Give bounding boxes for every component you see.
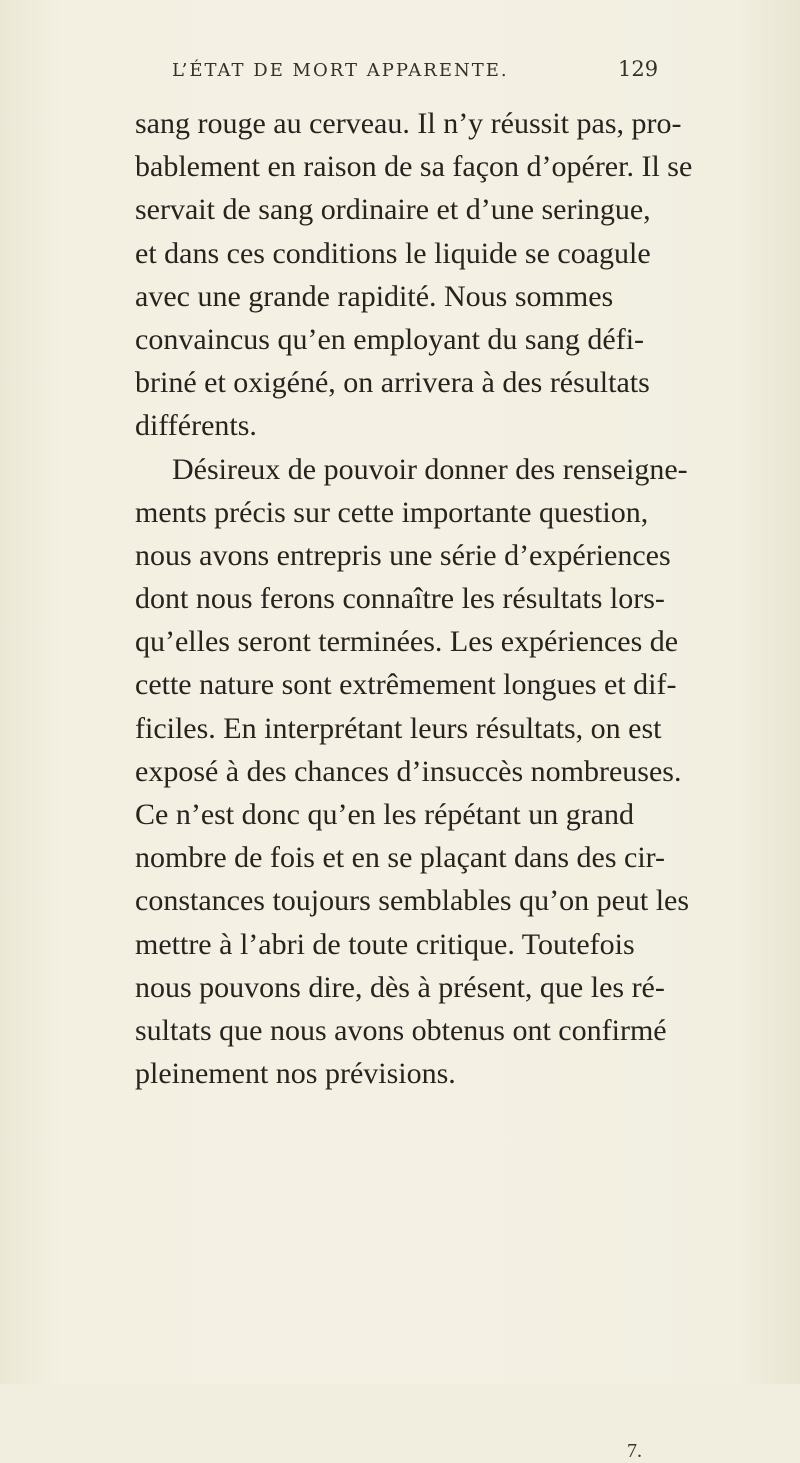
text-line: dont nous ferons connaître les résultats lors- bbox=[135, 582, 665, 616]
text-line: qu’elles seront terminées. Les expériences de bbox=[135, 625, 679, 659]
text-line: nous pouvons dire, dès à présent, que les ré- bbox=[135, 970, 665, 1004]
running-title: L’ÉTAT DE MORT APPARENTE. bbox=[172, 60, 509, 81]
body-text bbox=[0, 102, 800, 1095]
text-line: mettre à l’abri de toute critique. Toutefois bbox=[135, 927, 635, 961]
text-line: bablement en raison de sa façon d’opérer. Il se bbox=[135, 150, 693, 184]
text-line: nombre de fois et en se plaçant dans des cir- bbox=[135, 841, 666, 875]
text-line: pleinement nos prévisions. bbox=[135, 1057, 456, 1091]
text-line: nous avons entrepris une série d’expériences bbox=[135, 538, 671, 572]
text-line: ficiles. En interprétant leurs résultats, on est bbox=[135, 711, 662, 745]
text-line: cette nature sont extrêmement longues et dif- bbox=[135, 668, 677, 702]
signature-mark: 7. bbox=[627, 1440, 642, 1462]
text-line: avec une grande rapidité. Nous sommes bbox=[135, 279, 614, 313]
text-line: sang rouge au cerveau. Il n’y réussit pas, pro- bbox=[135, 107, 682, 140]
text-line: constances toujours semblables qu’on peut les bbox=[135, 884, 690, 918]
text-line: et dans ces conditions le liquide se coagule bbox=[135, 236, 651, 270]
text-line: exposé à des chances d’insuccès nombreuses. bbox=[135, 754, 682, 788]
text-line: Désireux de pouvoir donner des renseigne- bbox=[172, 452, 688, 486]
text-line: sultats que nous avons obtenus ont confirmé bbox=[135, 1013, 667, 1047]
text-line: ments précis sur cette importante question, bbox=[135, 495, 649, 529]
text-line: Ce n’est donc qu’en les répétant un grand bbox=[135, 798, 634, 831]
text-line: servait de sang ordinaire et d’une seringue, bbox=[135, 193, 651, 227]
text-line: différents. bbox=[135, 409, 257, 443]
text-line: convaincus qu’en employant du sang défi- bbox=[135, 322, 645, 356]
page-number: 129 bbox=[618, 57, 659, 81]
text-line: briné et oxigéné, on arrivera à des résultats bbox=[135, 366, 650, 400]
